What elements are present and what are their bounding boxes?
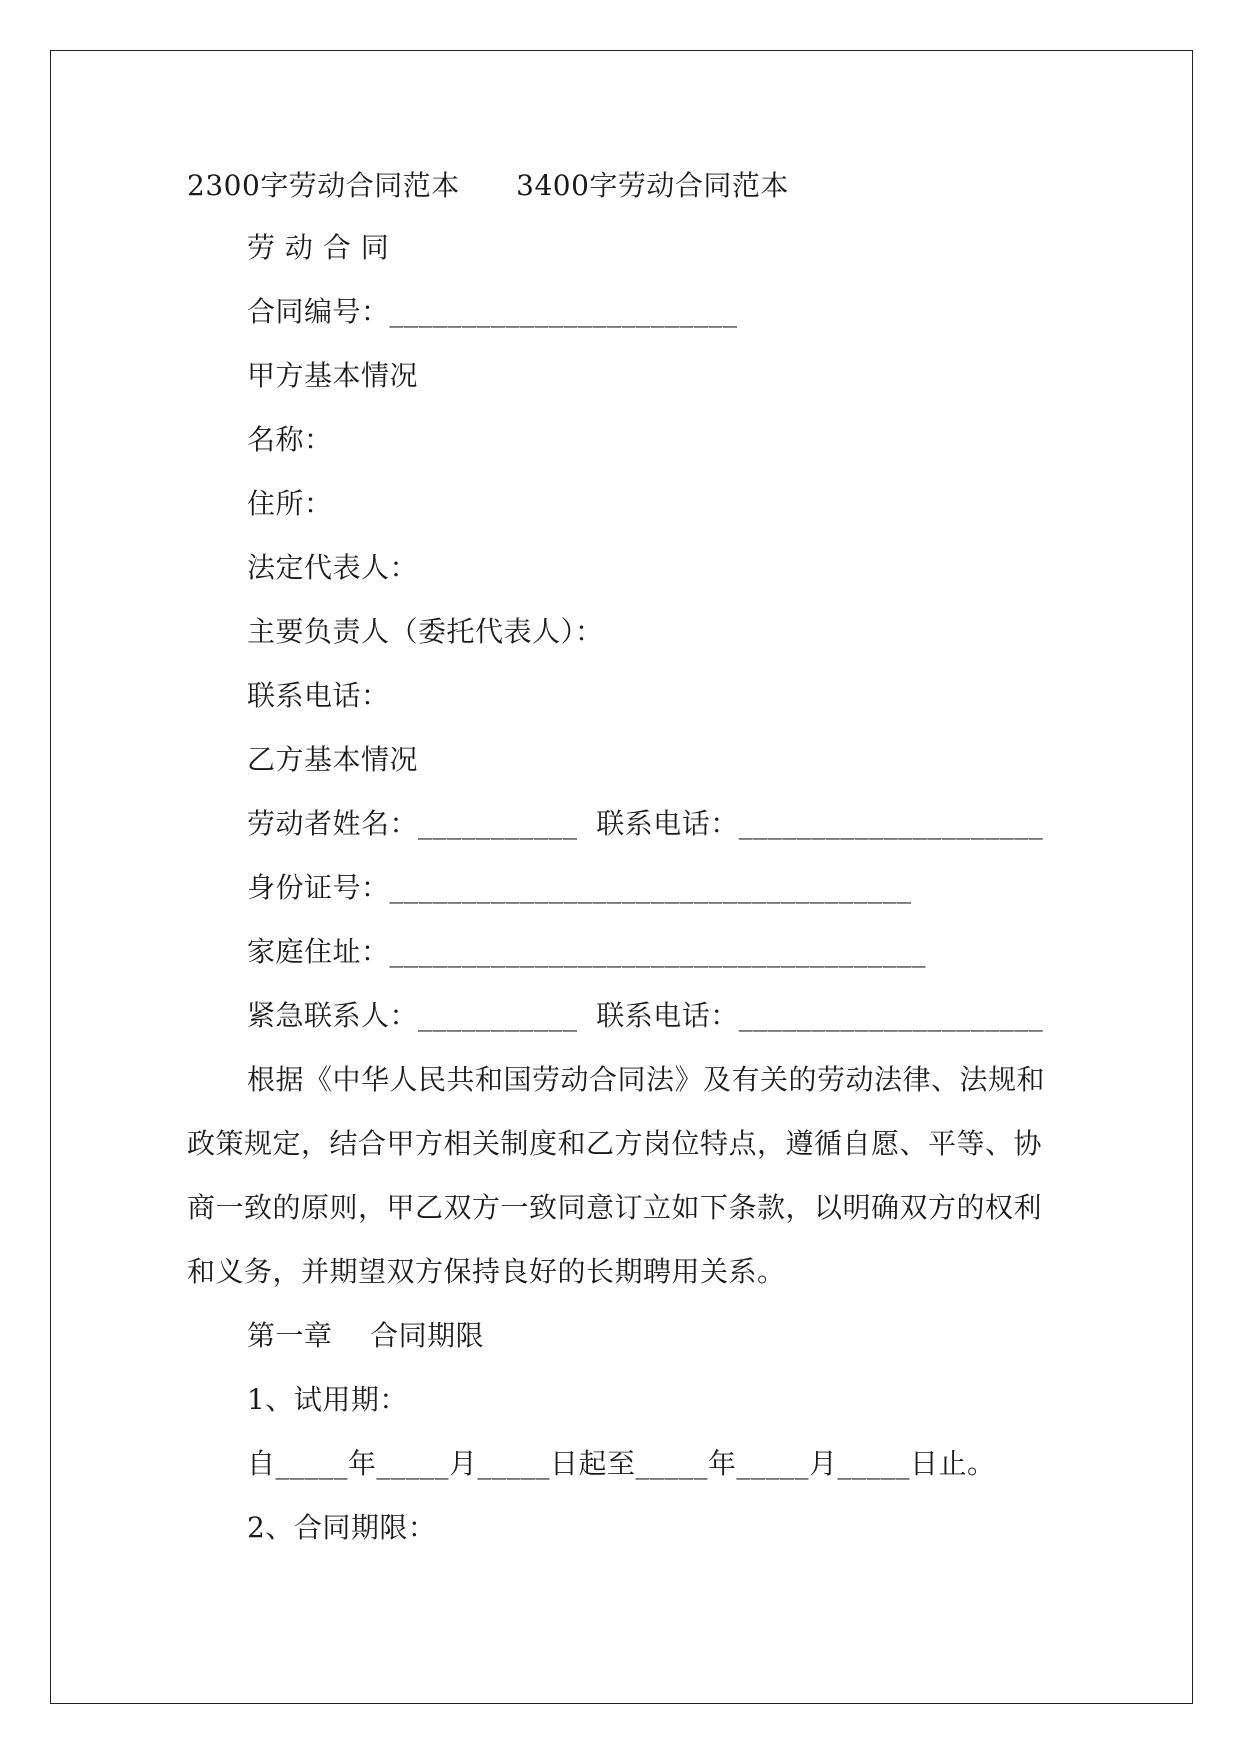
contract-term-item: 2、合同期限： <box>247 1511 437 1544</box>
party-b-home-line: 家庭住址：_____________________________________ <box>247 935 927 968</box>
contract-title: 劳 动 合 同 <box>247 231 390 264</box>
preamble-line: 和义务，并期望双方保持良好的长期聘用关系。 <box>187 1255 786 1288</box>
party-a-name-field: 名称： <box>247 423 333 456</box>
preamble-line: 根据《中华人民共和国劳动合同法》及有关的劳动法律、法规和 <box>247 1063 1046 1096</box>
party-b-worker-line: 劳动者姓名：___________ 联系电话：_____________________ <box>247 807 1044 840</box>
party-a-legal-rep-field: 法定代表人： <box>247 551 419 584</box>
probation-period-line: 自_____年_____月_____日起至_____年_____月_____日止。 <box>247 1447 996 1480</box>
chapter-1-title: 第一章 合同期限 <box>247 1319 485 1352</box>
contract-number-line: 合同编号：________________________ <box>247 295 738 328</box>
preamble-line: 政策规定，结合甲方相关制度和乙方岗位特点，遵循自愿、平等、协 <box>187 1127 1043 1160</box>
party-a-address-field: 住所： <box>247 487 333 520</box>
document-heading: 2300字劳动合同范本 3400字劳动合同范本 <box>187 169 789 202</box>
party-a-phone-field: 联系电话： <box>247 679 390 712</box>
party-a-section-title: 甲方基本情况 <box>247 359 419 392</box>
probation-item: 1、试用期： <box>247 1383 408 1416</box>
party-a-principal-field: 主要负责人（委托代表人）： <box>247 615 604 648</box>
party-b-section-title: 乙方基本情况 <box>247 743 419 776</box>
party-b-id-line: 身份证号：____________________________________ <box>247 871 912 904</box>
preamble-line: 商一致的原则，甲乙双方一致同意订立如下条款，以明确双方的权利 <box>187 1191 1043 1224</box>
party-b-emergency-line: 紧急联系人：___________ 联系电话：_____________________ <box>247 999 1044 1032</box>
